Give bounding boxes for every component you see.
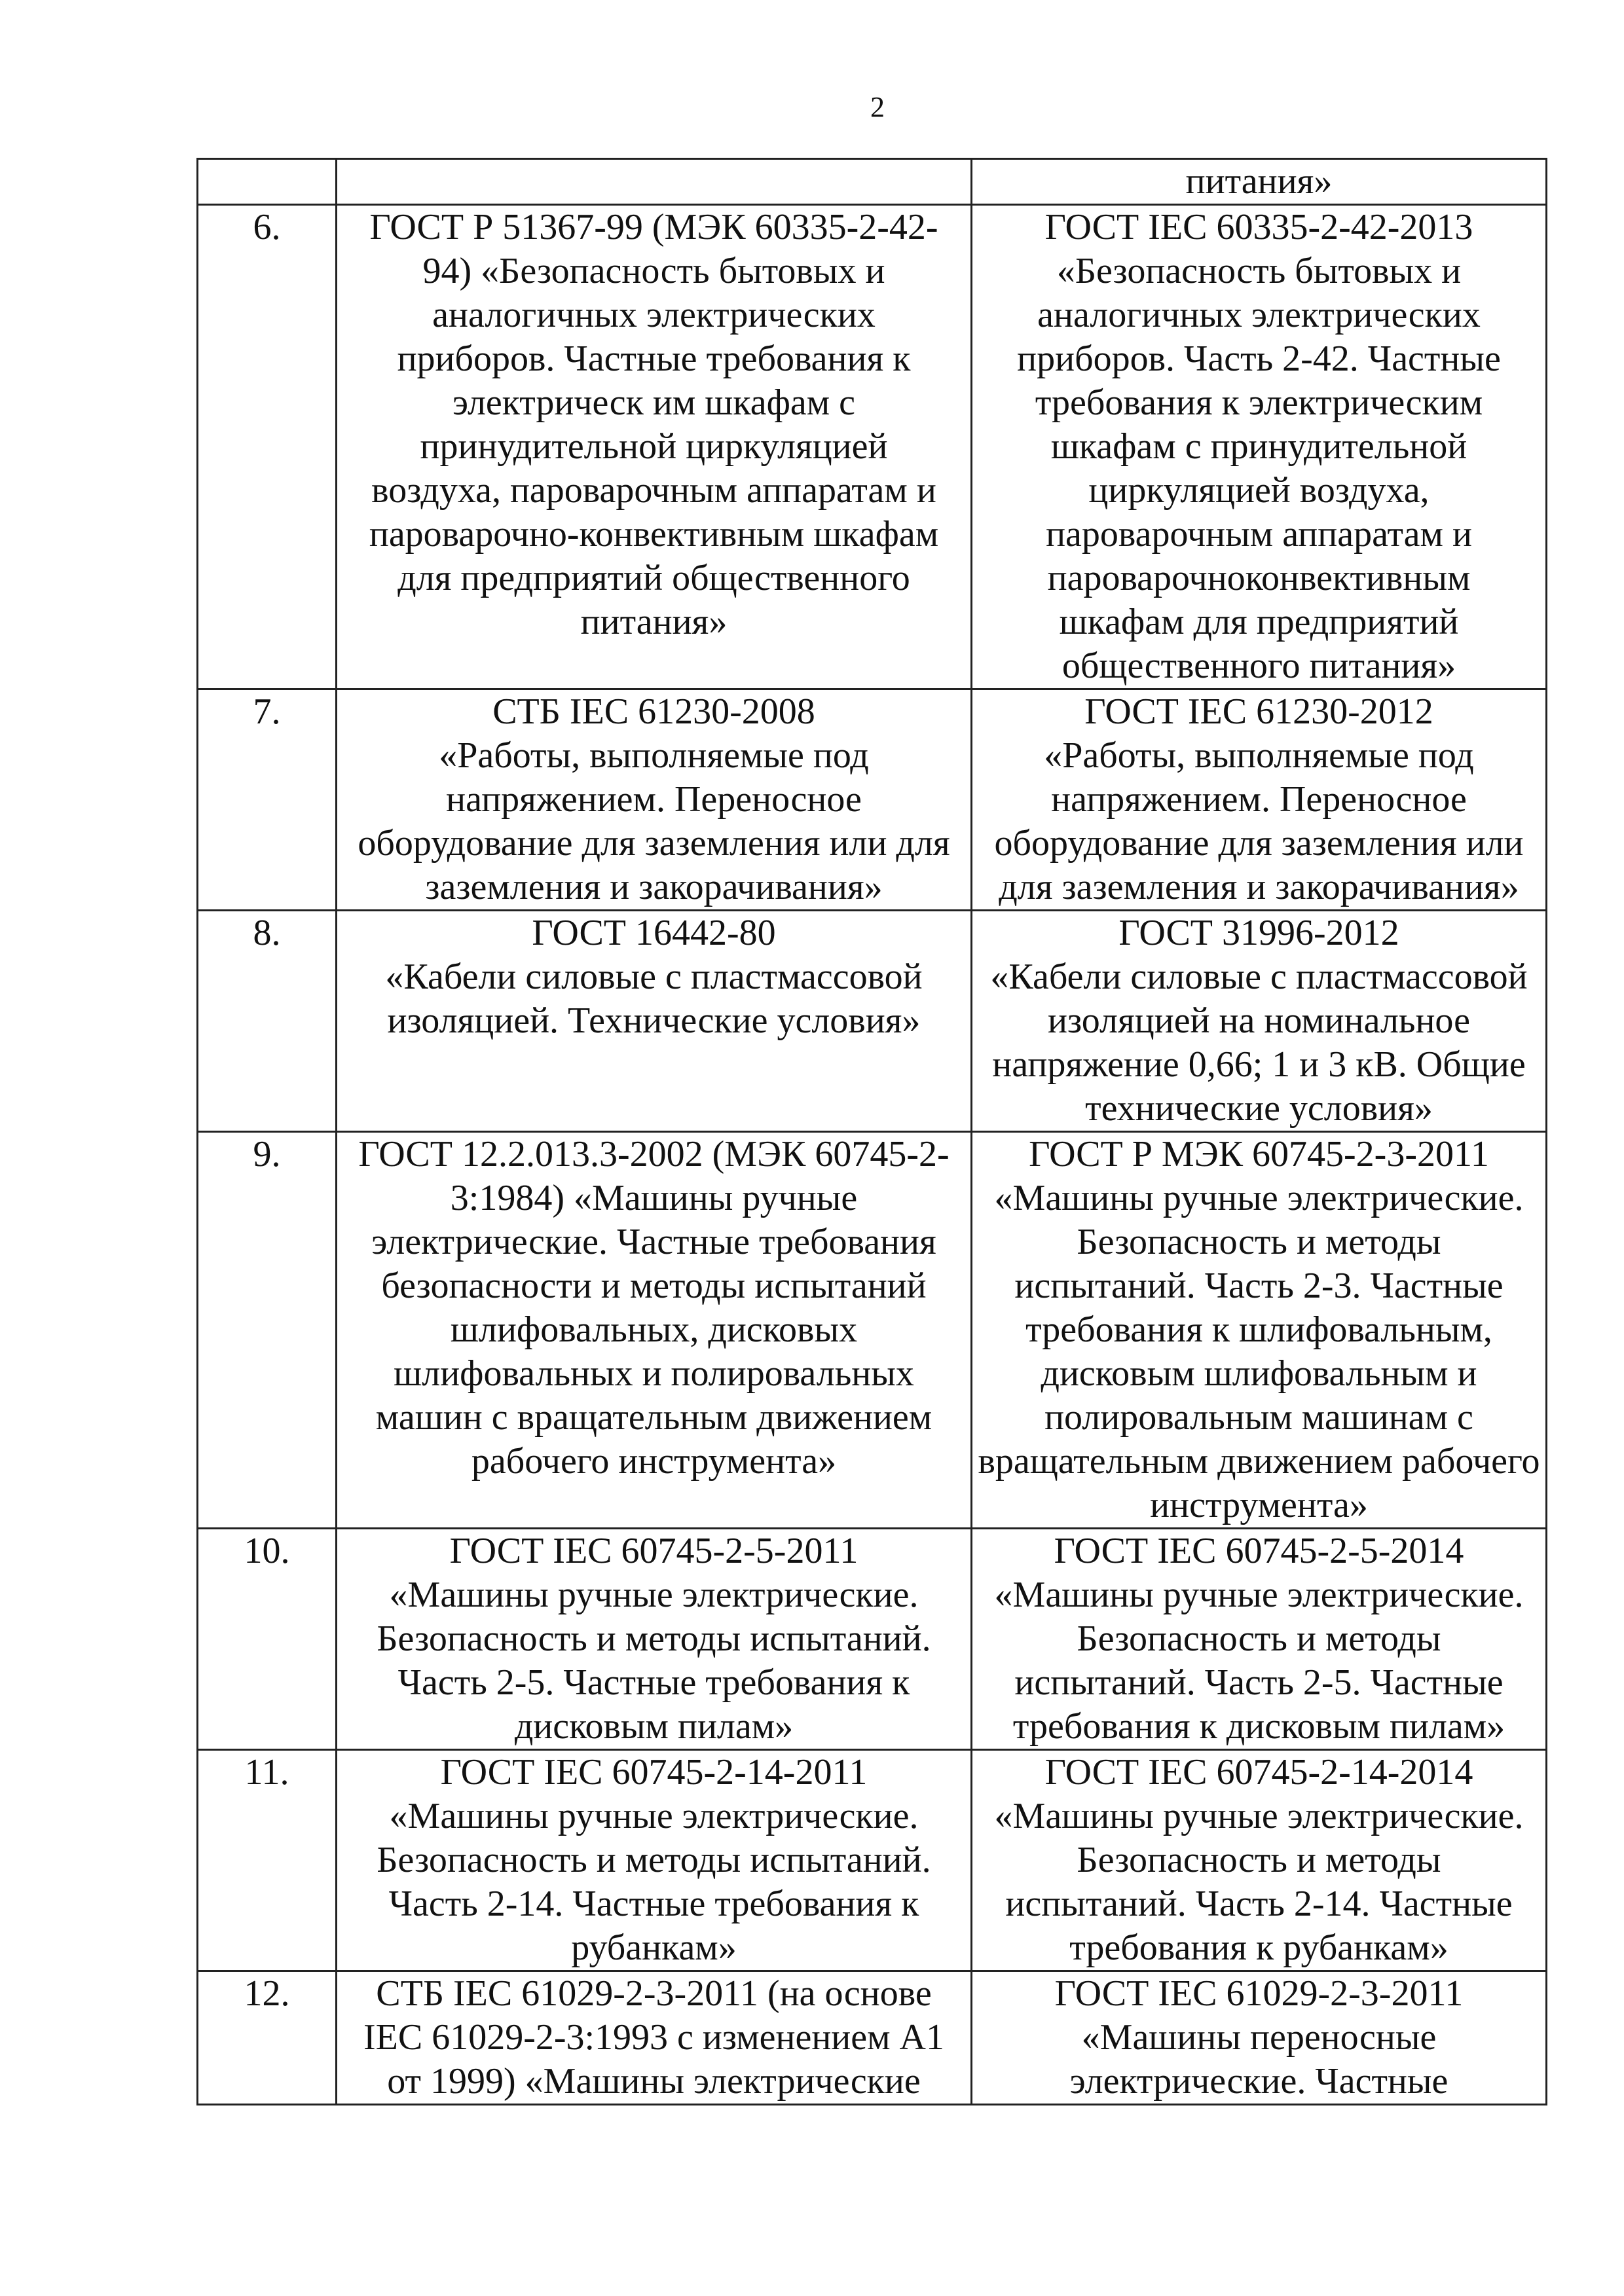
row-number (198, 159, 337, 205)
text-line: рабочего инструмента» (471, 1441, 837, 1482)
text-line: вращательным движением рабочего (978, 1441, 1540, 1482)
row-number: 9. (198, 1132, 337, 1529)
old-standard-cell (337, 911, 972, 1132)
text-line: Безопасность и методы испытаний. (377, 1618, 931, 1659)
text-line: приборов. Часть 2-42. Частные (1017, 338, 1501, 379)
text-line: оборудование для заземления или (994, 823, 1524, 864)
page-number: 2 (870, 91, 885, 123)
text-line: напряжение 0,66; 1 и 3 кВ. Общие (992, 1044, 1526, 1085)
old-standard-cell (337, 1750, 972, 1971)
text-line: испытаний. Часть 2-14. Частные (1005, 1884, 1513, 1924)
text-line: Безопасность и методы (1077, 1618, 1441, 1659)
text-line: «Работы, выполняемые под (439, 735, 869, 776)
text-line: рубанкам» (571, 1927, 737, 1968)
text-line: требования к дисковым пилам» (1012, 1706, 1505, 1747)
row-number: 12. (198, 1971, 337, 2105)
text-line: IEC 61029-2-3:1993 с изменением А1 (363, 2017, 944, 2058)
old-standard-cell (337, 1529, 972, 1750)
text-line: технические условия» (1085, 1088, 1433, 1129)
text-line: 94) «Безопасность бытовых и (422, 251, 885, 291)
text-line: 3:1984) «Машины ручные (450, 1178, 858, 1218)
new-standard-cell (972, 1971, 1547, 2105)
old-standard-cell (337, 689, 972, 911)
text-line: от 1999) «Машины электрические (387, 2061, 921, 2102)
row-number: 8. (198, 911, 337, 1132)
text-line: приборов. Частные требования к (397, 338, 911, 379)
text-line: «Кабели силовые с пластмассовой (385, 957, 923, 997)
text-line: «Кабели силовые с пластмассовой (990, 957, 1528, 997)
text-line: электрические. Частные (1069, 2061, 1449, 2102)
text-line: дисковым пилам» (514, 1706, 794, 1747)
text-line: ГОСТ IEC 60745-2-5-2011 (449, 1531, 858, 1571)
text-line: циркуляцией воздуха, (1088, 470, 1430, 511)
text-line: безопасности и методы испытаний (381, 1266, 927, 1306)
text-line: «Машины ручные электрические. (994, 1796, 1524, 1836)
text-line: для предприятий общественного (397, 558, 910, 598)
text-line: «Работы, выполняемые под (1044, 735, 1474, 776)
text-line: полировальным машинам с (1044, 1397, 1473, 1438)
standards-table (196, 158, 1547, 2105)
new-standard-cell (972, 689, 1547, 911)
text-line: электрическ им шкафам с (452, 382, 856, 423)
row-number: 7. (198, 689, 337, 911)
text-line: ГОСТ 16442-80 (532, 913, 776, 953)
new-standard-cell (972, 1529, 1547, 1750)
text-line: напряжением. Переносное (1051, 779, 1467, 820)
text-line: ГОСТ Р 51367-99 (МЭК 60335-2-42- (369, 207, 938, 247)
text-line: машин с вращательным движением (375, 1397, 932, 1438)
row-number: 11. (198, 1750, 337, 1971)
text-line: Безопасность и методы испытаний. (377, 1840, 931, 1880)
text-line: для заземления и закорачивания» (999, 867, 1519, 907)
table-row (198, 159, 1547, 205)
text-line: требования к рубанкам» (1069, 1927, 1449, 1968)
text-line: общественного питания» (1061, 646, 1456, 686)
table-row (198, 1971, 1547, 2105)
text-line: шлифовальных и полировальных (394, 1353, 914, 1394)
new-standard-cell (972, 205, 1547, 689)
text-line: аналогичных электрических (432, 295, 876, 335)
row-number: 10. (198, 1529, 337, 1750)
text-line: Часть 2-5. Частные требования к (397, 1662, 910, 1703)
text-line: пароварочноконвективным (1047, 558, 1471, 598)
table-row (198, 1529, 1547, 1750)
text-line: пароварочно-конвективным шкафам (369, 514, 939, 555)
text-line: ГОСТ Р МЭК 60745-2-3-2011 (1029, 1134, 1489, 1175)
text-line: изоляцией. Технические условия» (387, 1000, 921, 1041)
text-line: ГОСТ IEC 60745-2-5-2014 (1054, 1531, 1464, 1571)
old-standard-cell (337, 159, 972, 205)
text-line: требования к шлифовальным, (1025, 1309, 1492, 1350)
row-number: 6. (198, 205, 337, 689)
text-line: «Машины ручные электрические. (994, 1575, 1524, 1615)
text-line: ГОСТ IEC 61230-2012 (1084, 691, 1433, 732)
text-line: испытаний. Часть 2-5. Частные (1014, 1662, 1504, 1703)
text-line: электрические. Частные требования (371, 1222, 936, 1262)
text-line: ГОСТ IEC 60745-2-14-2014 (1044, 1752, 1473, 1793)
table-row (198, 1132, 1547, 1529)
text-line: шкафам для предприятий (1059, 602, 1459, 642)
text-line: заземления и закорачивания» (425, 867, 883, 907)
text-line: ГОСТ IEC 60745-2-14-2011 (440, 1752, 868, 1793)
text-line: питания» (1185, 161, 1333, 202)
text-line: Часть 2-14. Частные требования к (388, 1884, 919, 1924)
text-line: напряжением. Переносное (446, 779, 862, 820)
text-line: воздуха, пароварочным аппаратам и (371, 470, 936, 511)
new-standard-cell (972, 159, 1547, 205)
text-line: Безопасность и методы (1077, 1222, 1441, 1262)
text-line: «Машины ручные электрические. (994, 1178, 1524, 1218)
text-line: ГОСТ 31996-2012 (1118, 913, 1399, 953)
text-line (339, 160, 969, 204)
text-line: испытаний. Часть 2-3. Частные (1014, 1266, 1504, 1306)
text-line: «Машины переносные (1081, 2017, 1437, 2058)
text-line: ГОСТ IEC 61029-2-3-2011 (1054, 1973, 1464, 2014)
text-line: «Машины ручные электрические. (389, 1575, 919, 1615)
table-row (198, 1750, 1547, 1971)
table-row (198, 689, 1547, 911)
text-line: ГОСТ IEC 60335-2-42-2013 (1044, 207, 1473, 247)
text-line: принудительной циркуляцией (420, 426, 888, 467)
text-line: пароварочным аппаратам и (1046, 514, 1472, 555)
text-line: питания» (580, 602, 728, 642)
text-line: аналогичных электрических (1037, 295, 1481, 335)
text-line: шкафам с принудительной (1050, 426, 1467, 467)
old-standard-cell (337, 1971, 972, 2105)
text-line: изоляцией на номинальное (1048, 1000, 1470, 1041)
text-line: СТБ IEC 61230-2008 (492, 691, 815, 732)
text-line: Безопасность и методы (1077, 1840, 1441, 1880)
text-line: требования к электрическим (1035, 382, 1483, 423)
text-line: «Машины ручные электрические. (389, 1796, 919, 1836)
old-standard-cell (337, 1132, 972, 1529)
text-line: инструмента» (1150, 1485, 1368, 1525)
text-line: дисковым шлифовальным и (1041, 1353, 1477, 1394)
text-line: шлифовальных, дисковых (450, 1309, 858, 1350)
new-standard-cell (972, 1750, 1547, 1971)
text-line: «Безопасность бытовых и (1056, 251, 1462, 291)
old-standard-cell (337, 205, 972, 689)
text-line: ГОСТ 12.2.013.3-2002 (МЭК 60745-2- (358, 1134, 950, 1175)
text-line: оборудование для заземления или для (358, 823, 950, 864)
new-standard-cell (972, 911, 1547, 1132)
table-row (198, 911, 1547, 1132)
new-standard-cell (972, 1132, 1547, 1529)
table-body (198, 159, 1547, 2105)
table-row (198, 205, 1547, 689)
text-line: СТБ IEC 61029-2-3-2011 (на основе (376, 1973, 932, 2014)
